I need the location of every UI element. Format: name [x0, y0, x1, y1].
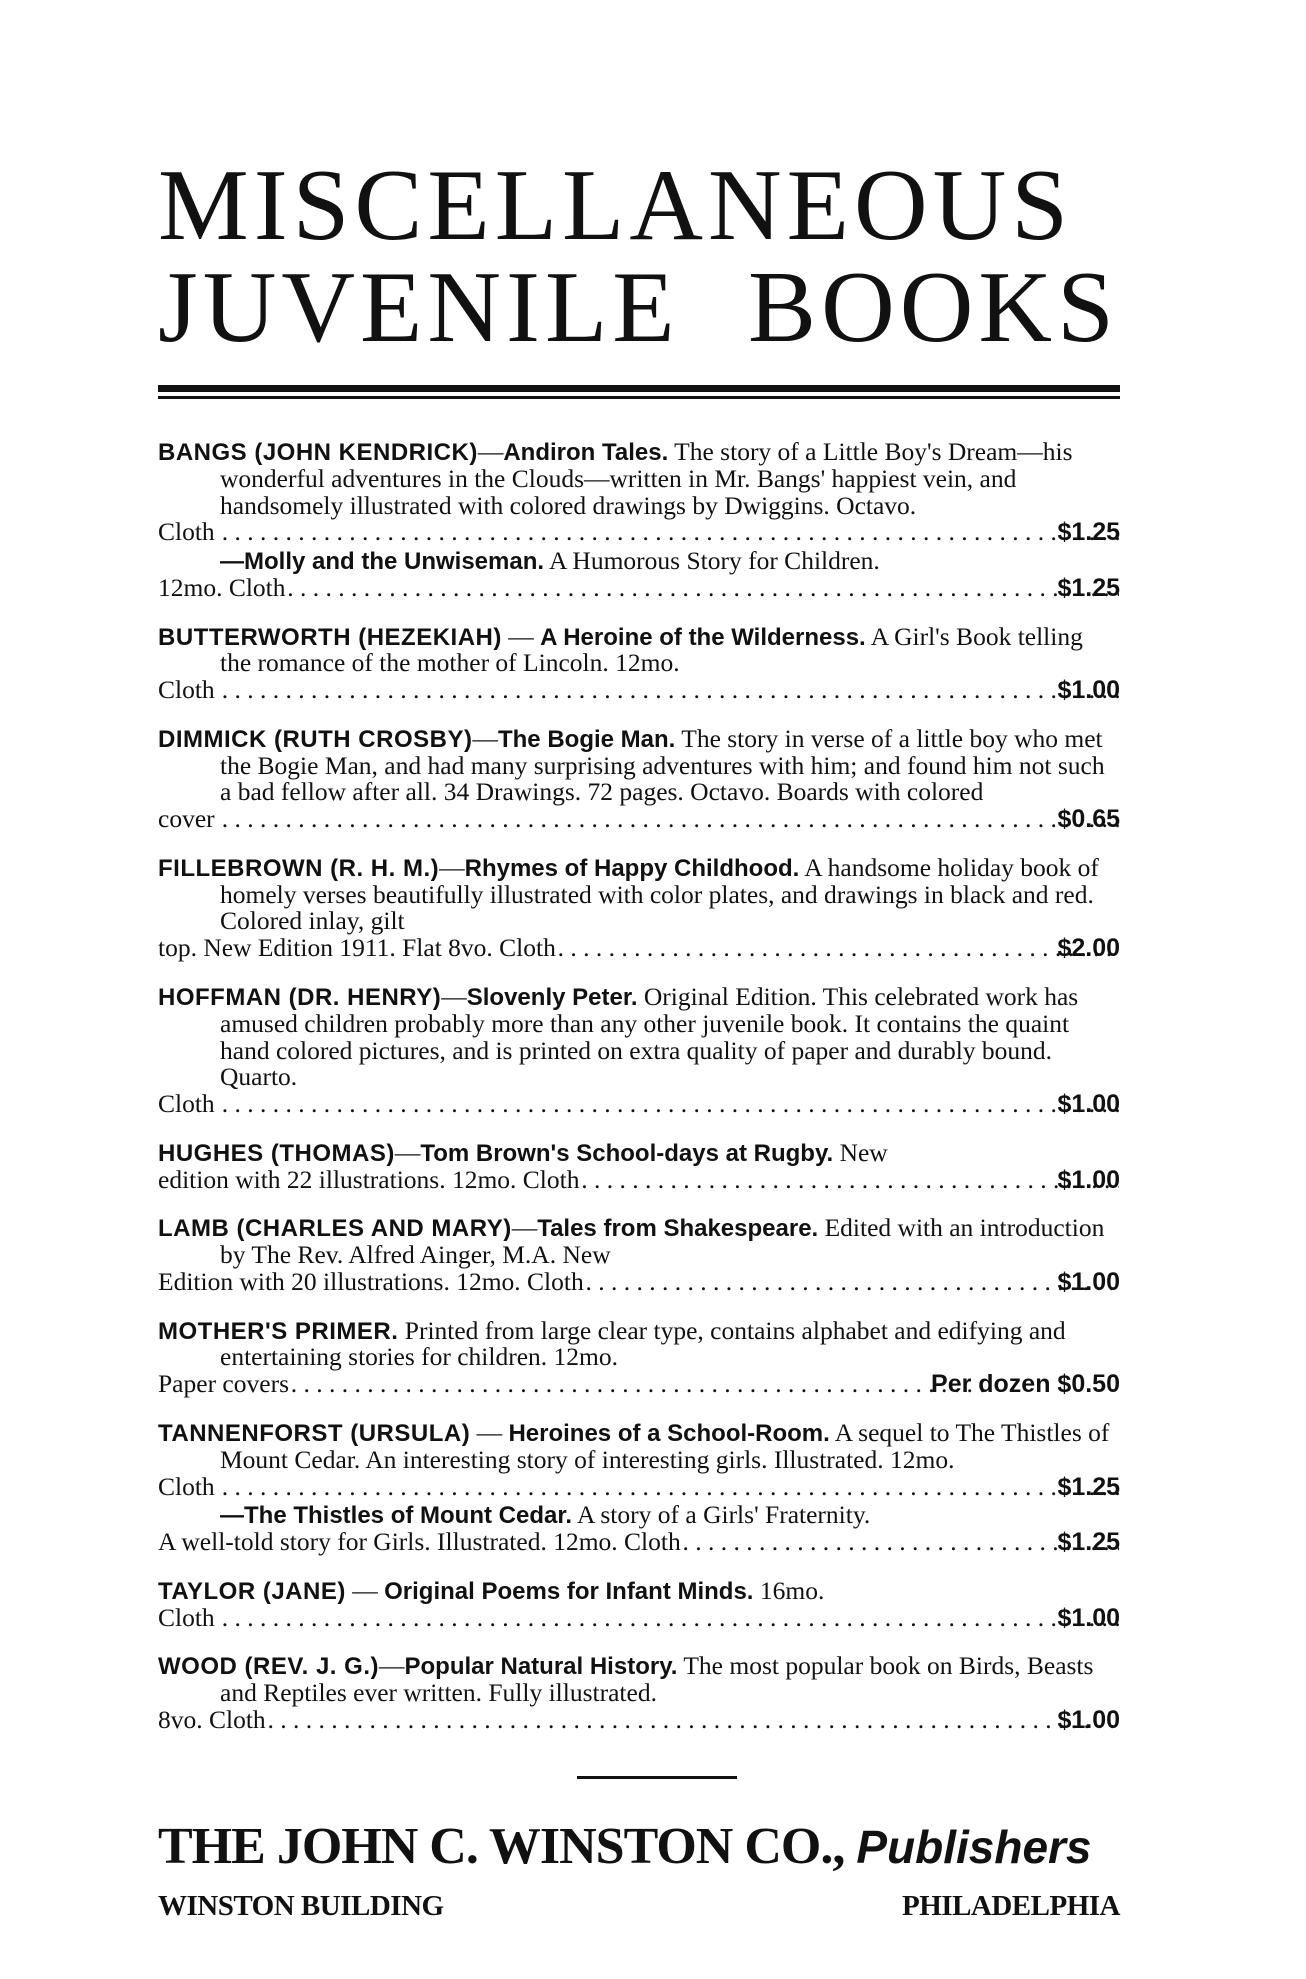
publisher-line — [158, 1817, 1120, 1876]
entry-text — [158, 723, 1120, 807]
book-entry — [158, 621, 1120, 705]
entry-text — [158, 621, 1120, 678]
book-title: Tales from Shakespeare. — [537, 1215, 819, 1243]
sub-entry — [158, 546, 1120, 602]
sub-entry-text — [220, 546, 1120, 576]
book-entry — [158, 1215, 1120, 1295]
price: $1.25 — [1057, 1528, 1120, 1557]
entry-separator: — — [345, 1575, 385, 1605]
author-name: MOTHER'S PRIMER. — [158, 1317, 399, 1345]
price-line-text: Paper covers — [158, 1369, 289, 1399]
dot-leader — [220, 519, 1119, 546]
book-title: Heroines of a School-Room. — [508, 1419, 830, 1447]
entry-separator: — — [378, 1651, 405, 1681]
entry-text — [158, 1651, 1120, 1708]
rule-thick — [158, 385, 1120, 392]
title-line-1: MISCELLANEOUS — [158, 149, 1074, 262]
price: $2.00 — [1057, 934, 1120, 963]
publisher-role: Publishers — [856, 1820, 1092, 1873]
dot-leader — [289, 1371, 993, 1398]
book-entry — [158, 1653, 1120, 1733]
book-description: A Girl's Book telling the romance of the mother of Lincoln. 12mo. — [220, 621, 1083, 678]
footer-rule — [577, 1776, 737, 1779]
price: $1.00 — [1057, 676, 1120, 705]
rule-thin — [158, 396, 1120, 399]
author-name: DIMMICK (RUTH CROSBY) — [158, 725, 473, 753]
price: $1.00 — [1057, 1705, 1120, 1734]
book-entry — [158, 1315, 1120, 1399]
price-line: Cloth . . . $1.25 — [220, 519, 1120, 546]
book-title: —The Thistles of Mount Cedar. — [220, 1502, 573, 1530]
book-description: 16mo. — [753, 1575, 825, 1605]
price: $0.65 — [1057, 805, 1120, 834]
book-description: Original Edition. This celebrated work has amused children probably more than any other juvenile book. It contains the quaint hand colored pictures, and is printed on extra quality of paper and durably bound. Quarto. — [220, 982, 1079, 1092]
book-description: A story of a Girls' Fraternity. — [572, 1500, 871, 1530]
dot-leader — [220, 806, 1119, 833]
book-title: Popular Natural History. — [404, 1653, 678, 1681]
entry-text — [158, 982, 1120, 1092]
author-name: HOFFMAN (DR. HENRY) — [158, 984, 442, 1012]
entry-text — [158, 1137, 1120, 1167]
book-description: The most popular book on Birds, Beasts and Reptiles ever written. Fully illustrated. — [220, 1651, 1094, 1708]
price-line — [158, 572, 1120, 602]
dot-leader — [220, 1605, 1119, 1632]
book-description: Edited with an introduction by The Rev. Alfred Ainger, M.A. New — [220, 1213, 1105, 1270]
price: $1.25 — [1057, 573, 1120, 602]
author-name: HUGHES (THOMAS) — [158, 1139, 395, 1167]
book-title: A Heroine of the Wilderness. — [540, 623, 866, 651]
entry-text — [158, 1417, 1120, 1474]
book-title: Tom Brown's School-days at Rugby. — [420, 1139, 834, 1167]
price-line-text: 8vo. Cloth — [158, 1704, 266, 1734]
book-description: A handsome holiday book of homely verses beautifully illustrated with color plates, and drawings in black and red. Colored inlay, gilt — [220, 852, 1099, 936]
dot-leader — [286, 575, 1120, 602]
price-line — [158, 1164, 1120, 1194]
entry-separator: — — [394, 1137, 421, 1167]
book-description: A Humorous Story for Children. — [544, 546, 880, 576]
author-name: BANGS (JOHN KENDRICK) — [158, 439, 478, 466]
dot-leader — [584, 1269, 1120, 1296]
entry-text — [158, 1213, 1120, 1270]
sub-entry — [158, 1500, 1120, 1557]
dot-leader — [681, 1529, 1120, 1556]
price-line — [158, 1266, 1120, 1296]
price-line-text: 12mo. Cloth — [158, 572, 286, 602]
author-name: WOOD (REV. J. G.) — [158, 1653, 379, 1681]
book-title: Original Poems for Infant Minds. — [384, 1577, 754, 1605]
book-description: New — [833, 1137, 888, 1167]
sub-entry-text — [220, 1500, 1120, 1530]
price: $1.25 — [1057, 518, 1120, 547]
entry-separator: — — [472, 723, 498, 753]
dot-leader — [220, 1474, 1119, 1501]
price-line-text: top. New Edition 1911. Flat 8vo. Cloth — [158, 933, 556, 963]
author-name: BUTTERWORTH (HEZEKIAH) — [158, 623, 502, 651]
author-name: LAMB (CHARLES AND MARY) — [158, 1215, 512, 1243]
price-line: Cloth . . . $1.25 — [220, 1474, 1120, 1501]
price-line — [158, 933, 1120, 963]
page-title — [158, 149, 1120, 364]
book-description: The story of a Little Boy's Dream—his wonderful adventures in the Clouds—written in Mr. Bangs' happiest vein, and handsomely illustrated with colored drawings by Dwiggins. Octavo. — [220, 437, 1073, 520]
book-title: Slovenly Peter. — [466, 984, 638, 1012]
book-entry — [158, 1417, 1120, 1557]
dot-leader — [220, 677, 1119, 704]
price: $1.25 — [1057, 1472, 1120, 1501]
price-line: Cloth . . . $1.00 — [220, 677, 1120, 704]
entry-text — [158, 1575, 1120, 1605]
price-line — [158, 1369, 1120, 1399]
price-line: cover . . . $0.65 — [220, 806, 1120, 833]
book-entry — [158, 439, 1120, 602]
book-title: The Bogie Man. — [497, 725, 676, 753]
book-title: —Molly and the Unwiseman. — [220, 548, 545, 576]
entry-text — [158, 852, 1120, 936]
price: $1.00 — [1057, 1267, 1120, 1296]
price: $1.00 — [1057, 1165, 1120, 1194]
city-name: PHILADELPHIA — [902, 1889, 1120, 1922]
entry-separator: — — [477, 437, 504, 466]
price: $1.00 — [1057, 1090, 1120, 1119]
author-name: TAYLOR (JANE) — [158, 1577, 346, 1605]
entry-text — [158, 1315, 1120, 1372]
author-name: TANNENFORST (URSULA) — [158, 1419, 471, 1447]
price-line: Cloth . . . $1.00 — [220, 1091, 1120, 1118]
dot-leader — [556, 935, 1120, 962]
price: $1.00 — [1057, 1603, 1120, 1632]
entry-separator: — — [470, 1417, 509, 1447]
price-line: Cloth . . . $1.00 — [220, 1605, 1120, 1632]
title-line-2: JUVENILE BOOKS — [158, 251, 1119, 364]
title-rule — [158, 385, 1120, 399]
author-name: FILLEBROWN (R. H. M.) — [158, 854, 440, 882]
price: Per dozen $0.50 — [931, 1370, 1120, 1399]
price-line — [158, 1527, 1120, 1557]
dot-leader — [220, 1091, 1119, 1118]
publisher-address — [158, 1890, 1120, 1923]
book-title: Rhymes of Happy Childhood. — [464, 854, 800, 882]
book-description: Printed from large clear type, contains alphabet and edifying and entertaining stories for children. 12mo. — [220, 1315, 1066, 1372]
book-entry — [158, 852, 1120, 963]
entry-separator: — — [511, 1213, 538, 1243]
entry-separator: — — [439, 852, 465, 882]
dot-leader — [579, 1167, 1119, 1194]
book-description: A sequel to The Thistles of Mount Cedar. An interesting story of interesting girls. Illustrated. 12mo. — [220, 1417, 1110, 1474]
price-line-text: Edition with 20 illustrations. 12mo. Cloth — [158, 1266, 584, 1296]
book-entry — [158, 1137, 1120, 1194]
entry-separator: — — [501, 621, 541, 651]
price-line-text: edition with 22 illustrations. 12mo. Cloth — [158, 1164, 580, 1194]
publisher-name: THE JOHN C. WINSTON CO., — [158, 1817, 845, 1875]
building-name: WINSTON BUILDING — [158, 1889, 444, 1922]
book-description: The story in verse of a little boy who met the Bogie Man, and had many surprising adventures with him; and found him not such a bad fellow after all. 34 Drawings. 72 pages. Octavo. Boards with colored — [220, 723, 1105, 807]
entry-separator: — — [441, 982, 467, 1012]
book-entry — [158, 1575, 1120, 1632]
book-title: Andiron Tales. — [503, 439, 669, 466]
price-line — [158, 1704, 1120, 1734]
book-entry — [158, 723, 1120, 834]
book-list — [158, 439, 1120, 1734]
dot-leader — [266, 1707, 1120, 1734]
price-line-text: A well-told story for Girls. Illustrated. 12mo. Cloth — [158, 1527, 681, 1557]
book-entry — [158, 984, 1120, 1118]
entry-text — [158, 437, 1120, 520]
